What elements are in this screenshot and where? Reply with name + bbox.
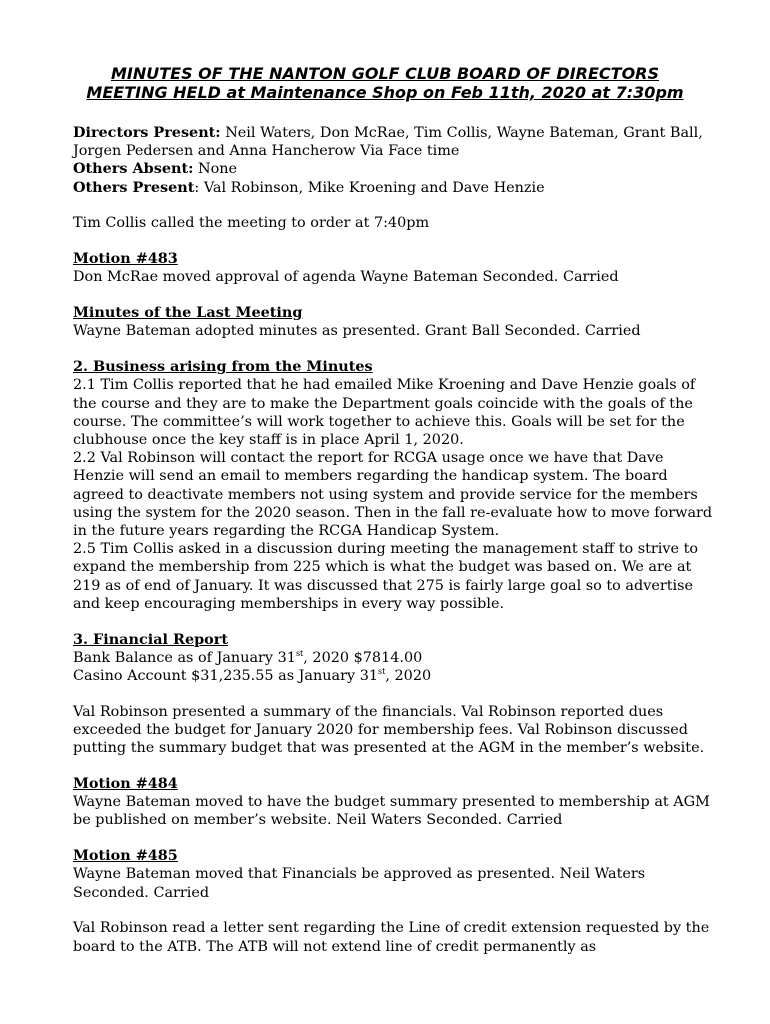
motion-485-text: Wayne Bateman moved that Financials be approved as presented. Neil Waters Seconded. Carried xyxy=(73,866,646,901)
motion-483-text: Don McRae moved approval of agenda Wayne Bateman Seconded. Carried xyxy=(73,269,619,286)
call-to-order: Tim Collis called the meeting to order at 7:40pm xyxy=(73,215,430,232)
financial-heading: 3. Financial Report xyxy=(73,630,229,648)
casino-account xyxy=(73,667,713,685)
business-item-2-5: 2.5 Tim Collis asked in a discussion during meeting the management staff to strive to expand the membership from 225 which is what the budget was based on. We are at 219 as of end of January. It was discussed that 275 is fairly large goal so to advertise and keep encouraging memberships in every way possible. xyxy=(73,541,699,612)
financial-summary: Val Robinson presented a summary of the financials. Val Robinson reported dues exceeded the budget for January 2020 for membership fees. Val Robinson discussed putting the summary budget that was presented at the AGM in the member’s website. xyxy=(73,703,705,757)
casino-account-sup: st xyxy=(378,667,386,677)
directors-present xyxy=(73,124,713,160)
motion-483-heading: Motion #483 xyxy=(73,250,178,268)
casino-account-text: Casino Account $31,235.55 as January 31 xyxy=(73,668,379,685)
business-item-2-2: 2.2 Val Robinson will contact the report for RCGA usage once we have that Dave Henzie will send an email to members regarding the handicap system. The board agreed to deactivate members not using system and provide service for the members using the system for the 2020 season. Then in the fall re-evaluate how to move forward in the future years regarding the RCGA Handicap System. xyxy=(73,450,713,540)
others-absent-label: Others Absent: xyxy=(73,160,194,178)
casino-account-year: , 2020 xyxy=(385,668,432,685)
bank-balance-text: Bank Balance as of January 31 xyxy=(73,649,296,666)
document-title xyxy=(40,64,730,102)
last-meeting-text: Wayne Bateman adopted minutes as presented. Grant Ball Seconded. Carried xyxy=(73,323,641,340)
motion-484-heading: Motion #484 xyxy=(73,775,178,793)
motion-485-heading: Motion #485 xyxy=(73,847,178,865)
others-present-label: Others Present xyxy=(73,178,195,196)
title-line-1: MINUTES OF THE NANTON GOLF CLUB BOARD OF DIRECTORS xyxy=(110,64,660,83)
minutes-body xyxy=(73,124,713,956)
bank-balance xyxy=(73,649,713,667)
bank-balance-sup: st xyxy=(295,648,304,658)
others-absent xyxy=(73,160,713,178)
bank-balance-amount: , 2020 $7814.00 xyxy=(303,649,423,666)
directors-present-label: Directors Present: xyxy=(73,124,221,141)
business-item-2-1: 2.1 Tim Collis reported that he had emailed Mike Kroening and Dave Henzie goals of the course and they are to make the Department goals coincide with the goals of the course. The committee’s will work together to achieve this. Goals will be set for the clubhouse once the key staff is in place April 1, 2020. xyxy=(73,377,696,449)
others-present-value: : Val Robinson, Mike Kroening and Dave Henzie xyxy=(194,179,545,196)
directors-present-value: Neil Waters, Don McRae, Tim Collis, Wayne Bateman, Grant Ball, Jorgen Pedersen and Anna Hancherow Via Face time xyxy=(73,125,703,160)
last-meeting-heading: Minutes of the Last Meeting xyxy=(73,304,303,322)
business-heading: 2. Business arising from the Minutes xyxy=(73,358,373,376)
others-absent-value: None xyxy=(193,161,238,178)
motion-484-text: Wayne Bateman moved to have the budget summary presented to membership at AGM be published on member’s website. Neil Waters Seconded. Carried xyxy=(73,794,710,829)
title-line-2: MEETING HELD at Maintenance Shop on Feb 11th, 2020 at 7:30pm xyxy=(86,83,684,102)
others-present xyxy=(73,179,713,197)
closing-paragraph: Val Robinson read a letter sent regarding the Line of credit extension requested by the board to the ATB. The ATB will not extend line of credit permanently as xyxy=(73,920,710,955)
